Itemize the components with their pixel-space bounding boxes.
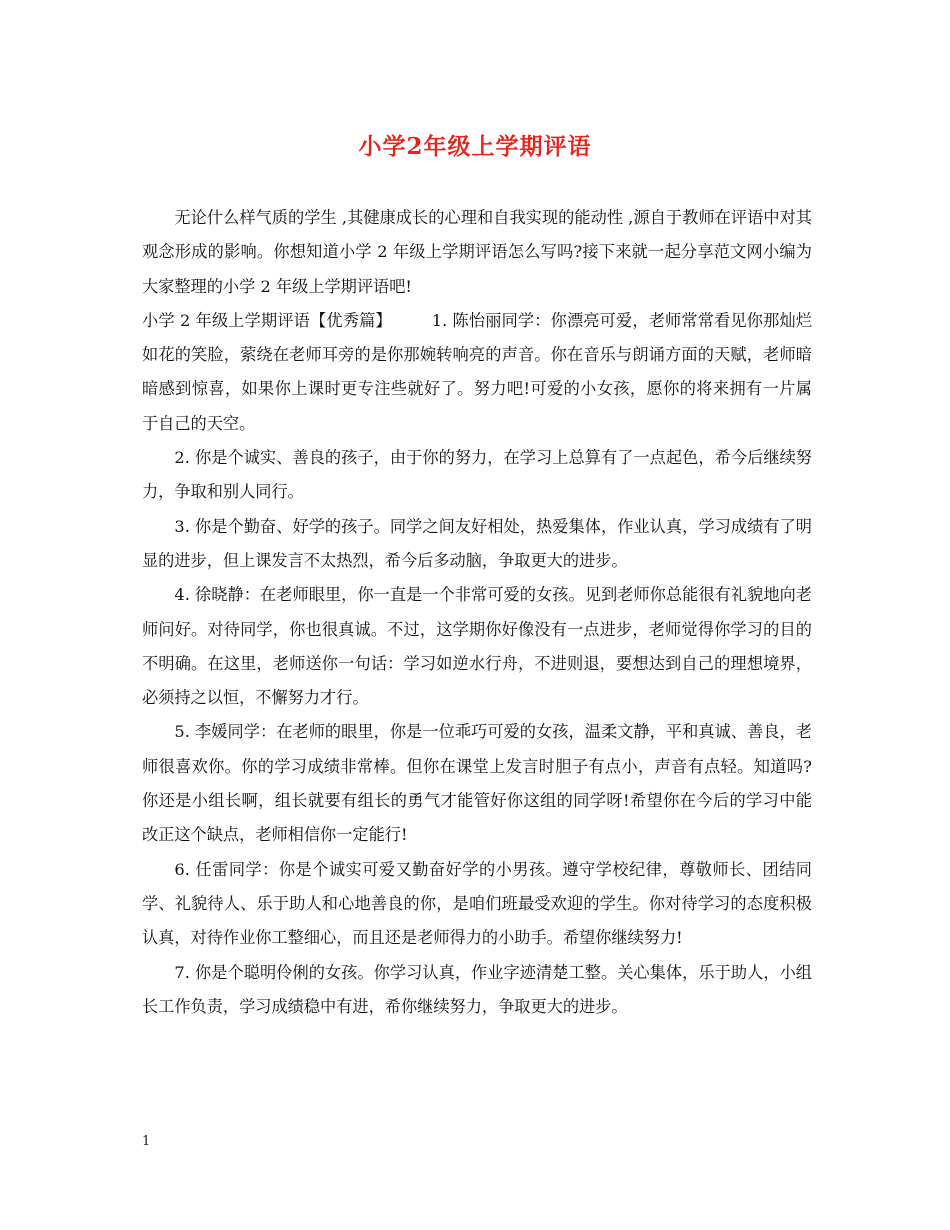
intro-paragraph: 无论什么样气质的学生 ,其健康成长的心理和自我实现的能动性 ,源自于教师在评语中对其观念形成的影响。你想知道小学 2 年级上学期评语怎么写吗?接下来就一起分享范文网小编为大家整理的小学 2 年级上学期评语吧!	[142, 208, 812, 296]
first-comment-paragraph	[142, 304, 812, 441]
page-number: 1	[142, 1134, 151, 1149]
section-header: 小学 2 年级上学期评语【优秀篇】	[142, 310, 392, 330]
comment-item: 6. 任雷同学：你是个诚实可爱又勤奋好学的小男孩。遵守学校纪律，尊敬师长、团结同学、礼貌待人、乐于助人和心地善良的你，是咱们班最受欢迎的学生。你对待学习的态度积极认真，对待作业你工整细心，而且还是老师得力的小助手。希望你继续努力!	[142, 859, 812, 948]
comment-item: 7. 你是个聪明伶俐的女孩。你学习认真，作业字迹清楚工整。关心集体，乐于助人，小组长工作负责，学习成绩稳中有进，希你继续努力，争取更大的进步。	[142, 962, 812, 1016]
comment-item: 5. 李媛同学：在老师的眼里，你是一位乖巧可爱的女孩，温柔文静，平和真诚、善良，老师很喜欢你。你的学习成绩非常棒。但你在课堂上发言时胆子有点小，声音有点轻。知道吗?你还是小组长啊，组长就要有组长的勇气才能管好你这组的同学呀!希望你在今后的学习中能改正这个缺点，老师相信你一定能行!	[142, 722, 812, 845]
comment-item: 4. 徐晓静：在老师眼里，你一直是一个非常可爱的女孩。见到老师你总能很有礼貌地向老师问好。对待同学，你也很真诚。不过，这学期你好像没有一点进步，老师觉得你学习的目的不明确。在这里，老师送你一句话：学习如逆水行舟，不进则退，要想达到自己的理想境界，必须持之以恒，不懈努力才行。	[142, 585, 812, 708]
comment-item: 2. 你是个诚实、善良的孩子，由于你的努力，在学习上总算有了一点起色，希今后继续努力，争取和别人同行。	[142, 448, 812, 502]
document-body	[142, 201, 812, 1024]
comment-item: 3. 你是个勤奋、好学的孩子。同学之间友好相处，热爱集体，作业认真，学习成绩有了明显的进步，但上课发言不太热烈，希今后多动脑，争取更大的进步。	[142, 516, 812, 570]
comment-item: 1. 陈怡丽同学：你漂亮可爱，老师常常看见你那灿烂如花的笑脸，萦绕在老师耳旁的是你那婉转响亮的声音。你在音乐与朗诵方面的天赋，老师暗暗感到惊喜，如果你上课时更专注些就好了。努力吧!可爱的小女孩，愿你的将来拥有一片属于自己的天空。	[142, 310, 813, 433]
page-title: 小学2年级上学期评语	[358, 133, 592, 160]
